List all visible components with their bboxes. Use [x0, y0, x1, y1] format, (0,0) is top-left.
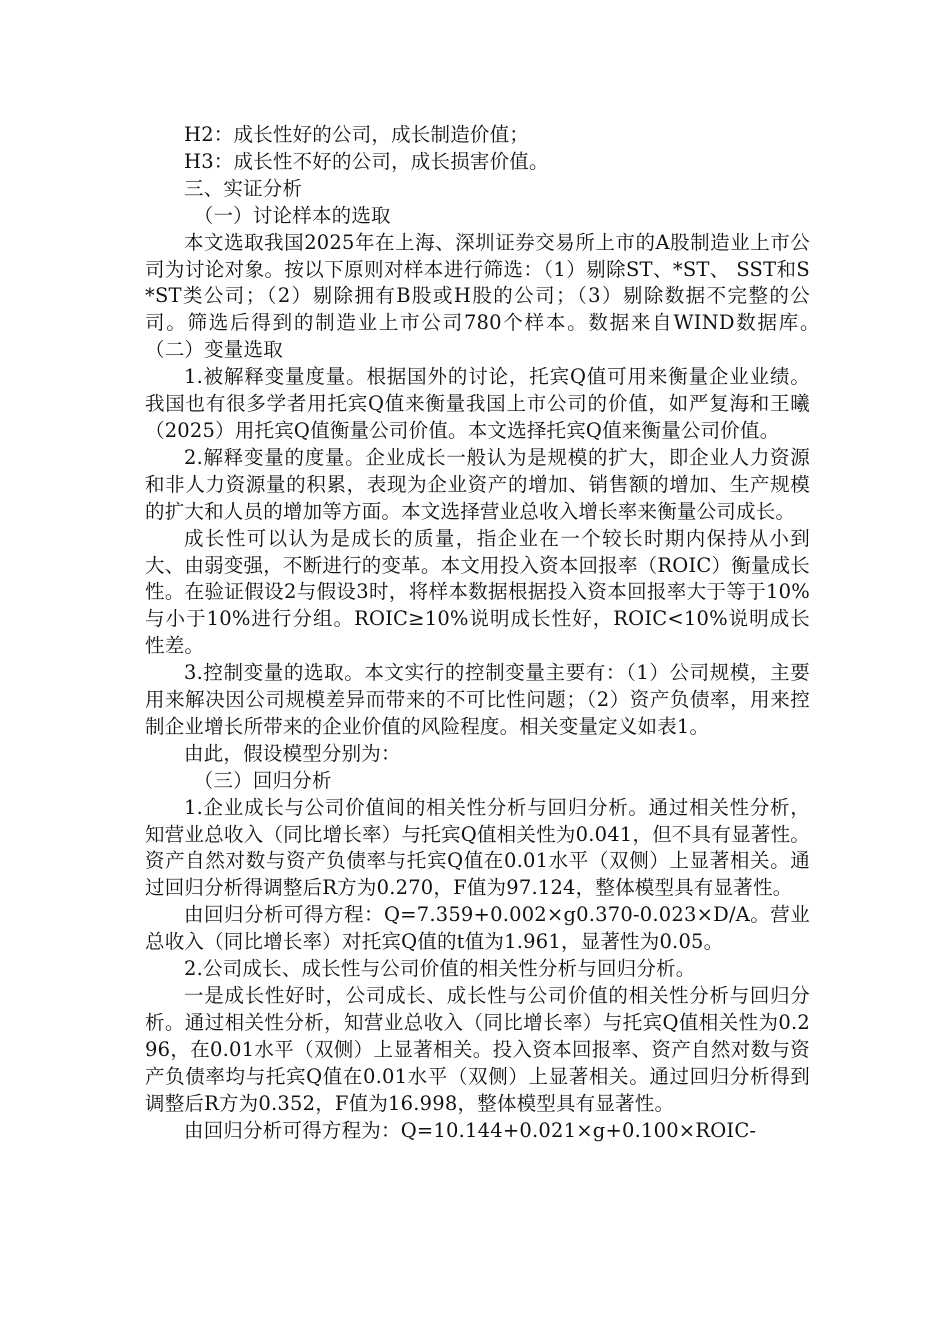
paragraph-good-growth-analysis: 一是成长性好时，公司成长、成长性与公司价值的相关性分析与回归分析。通过相关性分析，知营业总收入（同比增长率）与托宾Q值相关性为0.296，在0.01水平（双侧）上显著相关。投入资本回报率、资产自然对数与资产负债率均与托宾Q值在0.01水平（双侧）上显著相关。通过回归分析得到调整后R方为0.352，F值为16.998，整体模型具有显著性。 [145, 984, 810, 1115]
paragraph-dependent-variable: 1.被解释变量度量。根据国外的讨论，托宾Q值可用来衡量企业业绩。我国也有很多学者用托宾Q值来衡量我国上市公司的价值，如严复海和王曦（2025）用托宾Q值衡量公司价值。本文选择托宾Q值来衡量公司价值。 [145, 365, 810, 442]
paragraph-control-variables: 3.控制变量的选取。本文实行的控制变量主要有：（1）公司规模，主要用来解决因公司规模差异而带来的不可比性问题；（2）资产负债率，用来控制企业增长所带来的企业价值的风险程度。相关变量定义如表1。 [145, 661, 810, 738]
paragraph-regression-equation-1: 由回归分析可得方程：Q=7.359+0.002×g0.370-0.023×D/A。营业总收入（同比增长率）对托宾Q值的t值为1.961，显著性为0.05。 [145, 903, 810, 954]
paragraph-explanatory-variable: 2.解释变量的度量。企业成长一般认为是规模的扩大，即企业人力资源和非人力资源量的积累，表现为企业资产的增加、销售额的增加、生产规模的扩大和人员的增加等方面。本文选择营业总收入增长率来衡量公司成长。 [145, 445, 810, 523]
subsection-heading-regression: （三）回归分析 [193, 768, 332, 792]
paragraph-model-intro: 由此，假设模型分别为： [184, 741, 401, 765]
paragraph-regression-equation-2: 由回归分析可得方程为：Q=10.144+0.021×g+0.100×ROIC- [184, 1118, 757, 1142]
subsection-heading-sample-selection: （一）讨论样本的选取 [193, 203, 391, 227]
paragraph-sample-description: 本文选取我国2025年在上海、深圳证券交易所上市的A股制造业上市公司为讨论对象。按以下原则对样本进行筛选：（1）剔除ST、*ST、 SST和S*ST类公司；（2）剔除拥有B股或H股的公司；（3）剔除数据不完整的公司。筛选后得到的制造业上市公司780个样本。数据来自WIND数据库。 （二）变量选取 [145, 230, 909, 362]
hypothesis-h3: H3：成长性不好的公司，成长损害价值。 [184, 149, 549, 173]
paragraph-growth-quality-analysis-heading: 2.公司成长、成长性与公司价值的相关性分析与回归分析。 [184, 957, 696, 981]
paragraph-growth-quality: 成长性可以认为是成长的质量，指企业在一个较长时期内保持从小到大、由弱变强，不断进行的变革。本文用投入资本回报率（ROIC）衡量成长性。在验证假设2与假设3时，将样本数据根据投入资本回报率大于等于10%与小于10%进行分组。ROIC≥10%说明成长性好，ROIC<10%说明成长性差。 [145, 526, 810, 658]
document-body [145, 122, 909, 1144]
section-heading-empirical-analysis: 三、实证分析 [184, 176, 303, 200]
hypothesis-h2: H2：成长性好的公司，成长制造价值； [184, 123, 530, 146]
paragraph-growth-value-correlation: 1.企业成长与公司价值间的相关性分析与回归分析。通过相关性分析，知营业总收入（同比增长率）与托宾Q值相关性为0.041，但不具有显著性。资产自然对数与资产负债率与托宾Q值在0.01水平（双侧）上显著相关。通过回归分析得调整后R方为0.270，F值为97.124，整体模型具有显著性。 [145, 795, 810, 900]
